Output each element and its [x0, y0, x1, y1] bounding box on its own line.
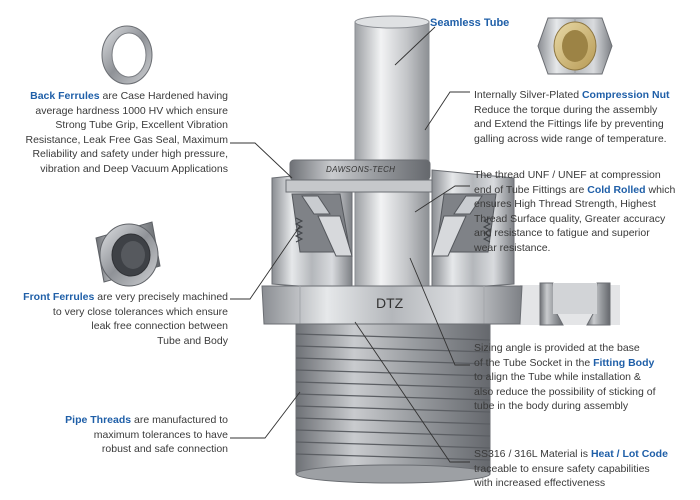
cold-rolled-callout: The thread UNF / UNEF at compression end of Tube Fittings are Cold Rolled which ensures High Thread Strength, Highest Thread Surface quality, Greater accuracy and resistance to fatigue and superior wear resistance. [474, 169, 676, 254]
socket-illustration [520, 283, 620, 325]
back-ferrules-callout: Back Ferrules are Case Hardened having average hardness 1000 HV which ensure Strong Tube Grip, Excellent Vibration Resistance, Leak Free Gas Seal, Maximum Reliability and safety under high pressure, vibration and Deep Vacuum Applications [25, 90, 228, 175]
cold-rolled-title: Cold Rolled [587, 183, 646, 196]
body-mark: DTZ [376, 295, 404, 311]
front-ferrules-callout: Front Ferrules are very precisely machined to very close tolerances which ensure leak free connection between Tube and Body [23, 291, 228, 347]
fitting-body-callout: Sizing angle is provided at the base of the Tube Socket in the Fitting Body to align the Tube while installation & also reduce the possibility of sticking of tube in the body during assembly [474, 342, 656, 413]
pipe-threads-title: Pipe Threads [65, 414, 132, 426]
front-ferrule-illustration [96, 222, 160, 286]
brand-mark: DAWSONS-TECH [326, 165, 396, 174]
compression-nut-title: Compression Nut [581, 89, 670, 101]
front-ferrules-title: Front Ferrules [23, 291, 95, 303]
heat-lot-callout: SS316 / 316L Material is Heat / Lot Code traceable to ensure safety capabilities with increased effectiveness [474, 448, 668, 490]
back-ferrule-illustration [102, 26, 152, 84]
back-ferrules-title: Back Ferrules [30, 90, 100, 102]
seamless-tube-label: Seamless Tube [430, 17, 510, 29]
pipe-threads-callout: Pipe Threads are manufactured to maximum tolerances to have robust and safe connection [65, 414, 228, 456]
compression-nut-callout: Internally Silver-Plated Compression Nut Reduce the torque during the assembly and Extend the Fittings life by preventing galling across wide range of temperature. [474, 89, 670, 145]
fitting-body-title: Fitting Body [593, 356, 655, 369]
compression-nut-illustration [538, 18, 612, 74]
heat-lot-title: Heat / Lot Code [590, 448, 668, 460]
